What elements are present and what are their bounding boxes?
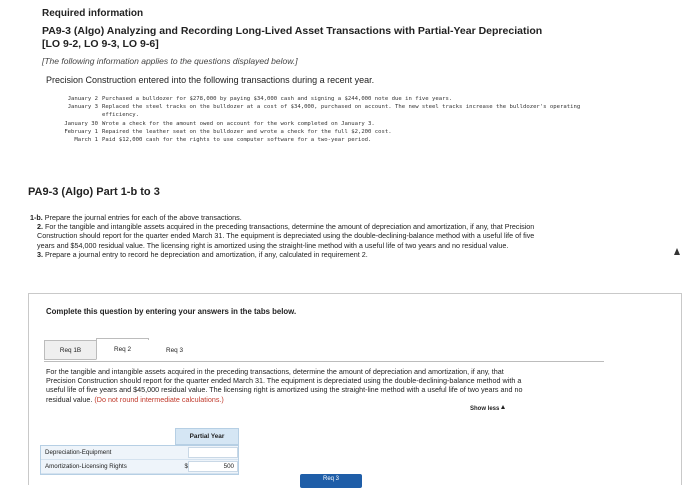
requirement-tabs: [44, 340, 200, 360]
instruction-item: [30, 250, 540, 259]
instruction-item: [30, 222, 540, 250]
depreciation-equipment-input[interactable]: [188, 447, 238, 458]
description-text: For the tangible and intangible assets acquired in the preceding transactions, determine the amount of depreciation and amortization, if any, that Precision Construction should report for the quarter ended March 31. The equipment is depreciated using the double-declining-balance method with a useful life of five years and $45,000 residual value. The licensing right is amortized using the straight-line method with a useful life of two years and no residual value.: [46, 367, 523, 404]
transaction-text: Wrote a check for the amount owed on account for the work completed on January 3.: [102, 120, 375, 127]
transaction-text: Purchased a bulldozer for $278,000 by paying $34,000 cash and signing a $244,000 note due in five years.: [102, 96, 453, 102]
instruction-number: 2.: [37, 222, 43, 232]
transaction-text: Replaced the steel tracks on the bulldozer at a cost of $34,000, purchased on account. The new steel tracks increase the bulldozer's operating efficiency.: [102, 104, 581, 119]
caret-up-icon: [501, 405, 505, 409]
table-row: [41, 460, 238, 474]
mouse-cursor-icon: [674, 248, 680, 255]
transaction-date: January 30: [64, 120, 98, 127]
instruction-number: 1-b.: [30, 213, 43, 222]
applies-note: [The following information applies to the questions displayed below.]: [42, 56, 298, 66]
row-label: Depreciation-Equipment: [45, 449, 112, 456]
instruction-text: Prepare a journal entry to record he depreciation and amortization, if any, calculated in requirement 2.: [45, 249, 368, 259]
show-less-toggle[interactable]: [470, 405, 505, 412]
row-currency: $: [184, 463, 188, 470]
transaction-text: Repaired the leather seat on the bulldozer and wrote a check for the full $2,200 cost.: [102, 128, 392, 135]
next-req-button[interactable]: Req 3: [300, 474, 362, 488]
part-title: PA9-3 (Algo) Part 1-b to 3: [28, 186, 160, 198]
transaction-row: [52, 95, 652, 103]
transaction-date: January 2: [67, 96, 98, 102]
instruction-text: Prepare the journal entries for each of the above transactions.: [44, 213, 242, 222]
required-information-heading: Required information: [42, 8, 144, 19]
table-row: [41, 446, 238, 460]
rounding-note: (Do not round intermediate calculations.): [94, 394, 224, 404]
panel-header: Complete this question by entering your answers in the tabs below.: [46, 307, 297, 316]
show-less-label: Show less: [470, 406, 500, 412]
transaction-date: March 1: [74, 137, 98, 144]
transaction-row: [52, 103, 652, 119]
transaction-row: [52, 136, 652, 144]
instruction-item: [30, 213, 540, 222]
transaction-date: February 1: [64, 128, 98, 135]
transactions-list: [52, 95, 652, 144]
tab-req-2[interactable]: Req 2: [96, 338, 149, 360]
transaction-text: Paid $12,000 cash for the rights to use computer software for a two-year period.: [102, 137, 372, 144]
instruction-number: 3.: [37, 249, 43, 259]
transaction-row: [52, 120, 652, 128]
tab-req-3[interactable]: Req 3: [148, 340, 201, 360]
row-currency: [176, 446, 188, 459]
partial-year-column-header: Partial Year: [175, 428, 239, 445]
instructions: [30, 213, 540, 259]
instruction-text: For the tangible and intangible assets acquired in the preceding transactions, determine the amount of depreciation and amortization, if any, that Precision Construction should report for the quarter ended March 31. The equipment is depreciated using the double-declining-balance method with a useful life of five years and $54,000 residual value. The licensing right is amortized using the straight-line method with a useful life of two years and no residual value.: [37, 222, 535, 250]
tab-req-1b[interactable]: Req 1B: [44, 340, 97, 360]
table-header-spacer: [40, 428, 175, 445]
transaction-row: [52, 128, 652, 136]
amortization-licensing-input[interactable]: 500: [188, 461, 238, 472]
requirement-description: [46, 367, 526, 404]
intro-text: Precision Construction entered into the following transactions during a recent year.: [46, 75, 375, 85]
tab-divider: [44, 361, 604, 362]
answer-table: [40, 445, 239, 475]
transaction-date: January 3: [67, 104, 98, 111]
row-label: Amortization-Licensing Rights: [45, 463, 127, 470]
problem-title: PA9-3 (Algo) Analyzing and Recording Long-Lived Asset Transactions with Partial-Year Depreciation [LO 9-2, LO 9-3, LO 9-6]: [42, 25, 543, 50]
